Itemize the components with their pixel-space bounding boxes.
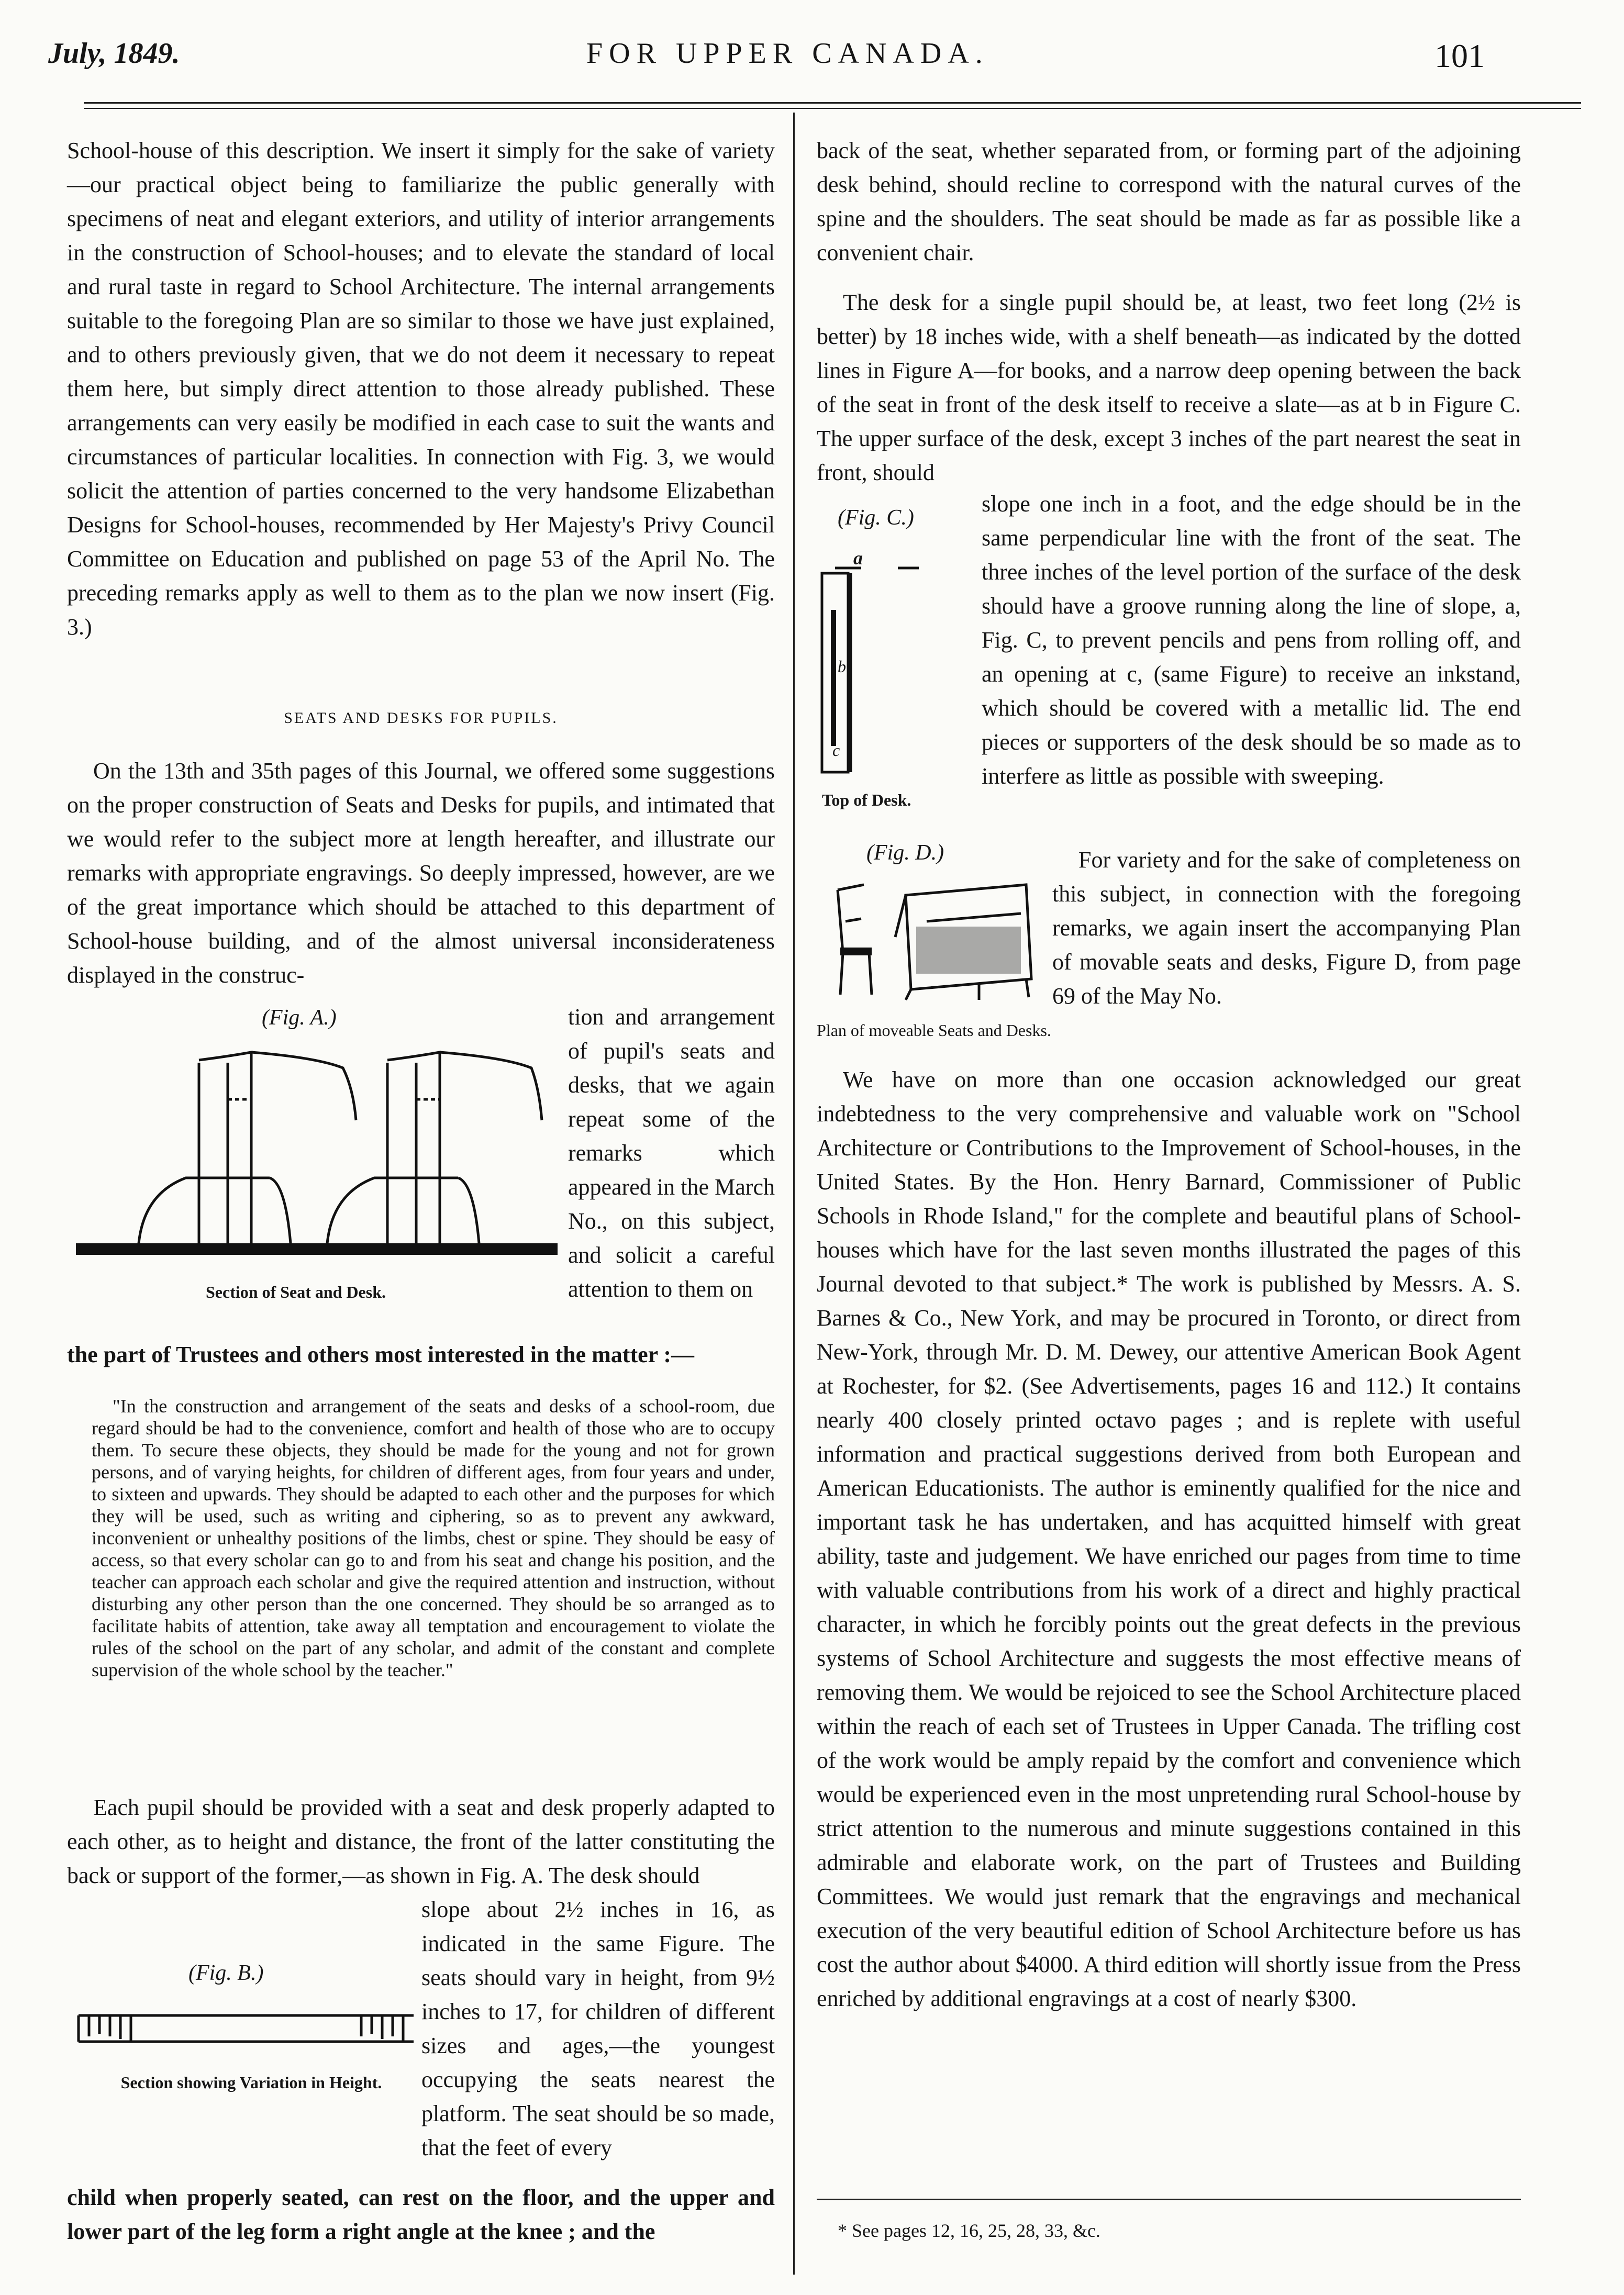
fig-b-caption: Section showing Variation in Height. — [120, 2073, 382, 2092]
fig-c-label: (Fig. C.) — [838, 506, 914, 530]
left-paragraph-2-side: tion and arrangement of pupil's seats and desks, that we again repeat some of the remarks which appeared in the March No., on this subject, and solicit a careful attention to them on — [568, 1004, 775, 1302]
left-paragraph-3: Each pupil should be provided with a seat and desk properly adapted to each other, as to height and distance, the front of the latter constituting the back or support of the former,—as shown in Fig. A. The desk should — [67, 1795, 775, 1888]
right-paragraph-2: The desk for a single pupil should be, at least, two feet long (2½ is better) by 18 inches wide, with a shelf beneath—as indicated by the dotted lines in Figure A—for books, and a narrow deep opening between the back of the seat in front of the desk itself to receive a slate—as at b in Figure C. The upper surface of the desk, except 3 inches of the part nearest the seat in front, should — [817, 289, 1521, 485]
section-heading: SEATS AND DESKS FOR PUPILS. — [284, 709, 558, 727]
fig-c-mark-b: b — [838, 657, 846, 676]
issue-date: July, 1849. — [48, 37, 180, 70]
right-paragraph-2-side: slope one inch in a foot, and the edge should be in the same perpendicular line with the front of the seat. The three inches of the level portion of the surface of the desk should have a groove running along the line of slope, a, Fig. C, to prevent pencils and pens from rolling off, and an opening at c, (same Figure) to receive an inkstand, which should be covered with a metallic lid. The end pieces or supporters of the desk should be so made as to interfere as little as possible with sweeping. — [982, 491, 1521, 789]
right-paragraph-3-side: For variety and for the sake of completeness on this subject, in connection with the foregoing remarks, we again insert the accompanying Plan of movable seats and desks, Figure D, from page 69 of the May No. — [1052, 847, 1521, 1009]
fig-a-caption: Section of Seat and Desk. — [205, 1283, 386, 1301]
left-paragraph-3-side: slope about 2½ inches in 16, as indicated in the same Figure. The seats should vary in height, from 9½ inches to 17, for children of different sizes and ages,—the youngest occupying the seats nearest the platform. The seat should be so made, that the feet of every — [421, 1897, 775, 2160]
left-paragraph-2-end: the part of Trustees and others most interested in the matter :— — [67, 1342, 695, 1367]
fig-d-label: (Fig. D.) — [866, 841, 944, 865]
page-number: 101 — [1434, 37, 1485, 74]
quotation-block: "In the construction and arrangement of the seats and desks of a school-room, due regard should be had to the convenience, comfort and health of those who are to occupy them. To secure these objects, they should be made for the young and not for grown persons, and of varying heights, for children of different ages, from four years and under, to sixteen and upwards. They should be adapted to each other and the purposes for which they will be used, such as writing and ciphering, so as to prevent any awkward, inconvenient or unhealthy positions of the limbs, chest or spine. They should be easy of access, so that every scholar can go to and from his seat and change his position, and the teacher can approach each scholar and give the required attention and instruction, without disturbing any other person than the one concerned. They should be so arranged as to facilitate habits of attention, take away all temptation and encouragement to violate the rules of the school on the part of any scholar, and admit of the constant and complete supervision of the whole school by the teacher." — [92, 1396, 775, 1680]
footnote-rule — [817, 2199, 1521, 2200]
right-paragraph-4: We have on more than one occasion acknowledged our great indebtedness to the very comprehensive and valuable work on "School Architecture or Contributions to the Improvement of School-houses, in the United States. By the Hon. Henry Barnard, Commissioner of Public Schools in Rhode Island," for the complete and beautiful plans of School-houses which have for the last seven months illustrated the pages of this Journal devoted to that subject.* The work is published by Messrs. A. S. Barnes & Co., New York, and may be procured in Toronto, or direct from New-York, through Mr. D. M. Dewey, our attentive American Book Agent at Rochester, for $2. (See Advertisements, pages 16 and 112.) It contains nearly 400 closely printed octavo pages ; and is replete with useful information and practical suggestions derived from both European and American Educationists. The author is eminently qualified for the nice and important task he has undertaken, and has acquitted himself with great ability, taste and judgement. We have enriched our pages from time to time with valuable contributions from his work of a direct and highly practical character, in which he forcibly points out the great defects in the previous systems of School Architecture and suggests the most effective means of removing them. We would be rejoiced to see the School Architecture placed within the reach of each set of Trustees in Upper Canada. The trifling cost of the work would be amply repaid by the comfort and convenience which would be experienced even in the most unpretending rural School-house by strict attention to the numerous and minute suggestions contained in this admirable and elaborate work, on the part of Trustees and Building Committees. We would just remark that the engravings and mechanical execution of the very beautiful edition of School Architecture before us has cost the author about $4000. A third edition will shortly issue from the Press enriched by additional engravings at a cost of nearly $300. — [817, 1067, 1521, 2011]
column-divider — [793, 113, 795, 2275]
header-rule-thin — [84, 108, 1581, 109]
left-paragraph-3-end: child when properly seated, can rest on the floor, and the upper and lower part of the leg form a right angle at the knee ; and the — [67, 2185, 775, 2244]
fig-c-caption: Top of Desk. — [822, 790, 911, 809]
fig-a-illustration — [71, 1037, 563, 1262]
running-title: FOR UPPER CANADA. — [586, 37, 989, 70]
left-paragraph-2: On the 13th and 35th pages of this Journal, we offered some suggestions on the proper construction of Seats and Desks for pupils, and intimated that we would refer to the subject more at length hereafter, and illustrate our remarks with appropriate engravings. So deeply impressed, however, are we of the great importance which should be attached to this department of School-house building, and of the almost universal inconsiderateness displayed in the construc- — [67, 758, 775, 988]
header-rule — [84, 102, 1581, 104]
footnote: * See pages 12, 16, 25, 28, 33, &c. — [838, 2220, 1100, 2241]
fig-b-illustration — [68, 2005, 424, 2052]
fig-a-label: (Fig. A.) — [262, 1006, 337, 1030]
left-paragraph-1: School-house of this description. We insert it simply for the sake of variety—our practical object being to familiarize the public generally with specimens of neat and elegant exteriors, and utility of interior arrangements in the construction of School-houses; and to elevate the standard of local and rural taste in regard to School Architecture. The internal arrangements suitable to the foregoing Plan are so similar to those we have just explained, and to others previously given, that we do not deem it necessary to repeat them here, but simply direct attention to those already published. These arrangements can very easily be modified in each case to suit the wants and circumstances of particular localities. In connection with Fig. 3, we would solicit the attention of parties concerned to the very handsome Elizabethan Designs for School-houses, recommended by Her Majesty's Privy Council Committee on Education and published on page 53 of the April No. The preceding remarks apply as well to them as to the plan we now insert (Fig. 3.) — [67, 138, 775, 640]
fig-c-mark-c: c — [832, 741, 840, 760]
fig-c-mark-a: a — [853, 548, 863, 569]
right-paragraph-1: back of the seat, whether separated from, or forming part of the adjoining desk behind, should recline to correspond with the natural curves of the spine and the shoulders. The seat should be made as far as possible like a convenient chair. — [817, 138, 1521, 265]
fig-d-caption: Plan of moveable Seats and Desks. — [817, 1021, 1051, 1040]
fig-d-illustration — [822, 869, 1042, 1005]
fig-b-label: (Fig. B.) — [188, 1961, 264, 1985]
